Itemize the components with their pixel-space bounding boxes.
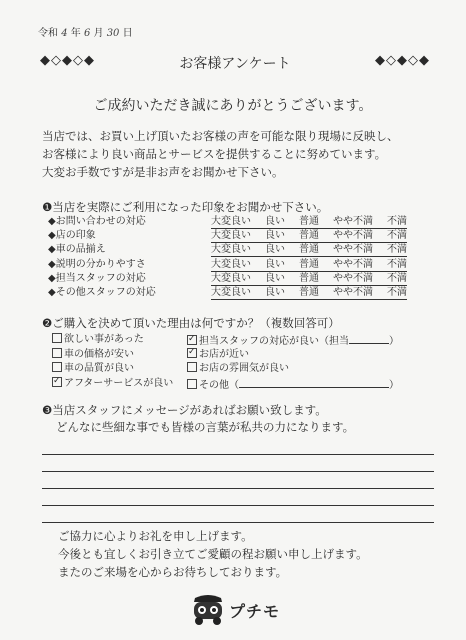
rating-option[interactable]: 良い <box>265 258 285 270</box>
checkbox[interactable] <box>52 348 62 358</box>
reason-row <box>52 377 399 392</box>
rating-option[interactable]: 不満 <box>387 216 407 227</box>
question-1-table <box>48 215 407 300</box>
rating-option[interactable]: 大変良い <box>211 216 251 227</box>
closing-text <box>58 527 368 581</box>
date-year-unit: 年 <box>70 28 81 39</box>
rating-item-label: ◆車の品揃え <box>48 244 106 256</box>
question-2-title: ❷ご購入を決めて頂いた理由は何ですか？（複数回答可） <box>42 316 340 330</box>
message-line[interactable] <box>42 506 434 523</box>
rating-option[interactable]: 良い <box>265 216 285 227</box>
checkbox[interactable] <box>187 362 197 372</box>
rating-option[interactable]: やや不満 <box>333 272 373 284</box>
rating-option[interactable]: 良い <box>265 230 285 242</box>
question-1-title: ❶当店を実際にご利用になった印象をお聞かせ下さい。 <box>42 200 329 214</box>
diamonds-right: ◆◇◆◇◆ <box>374 53 430 68</box>
diamonds-left: ◆◇◆◇◆ <box>40 53 95 68</box>
rating-option[interactable]: 普通 <box>299 258 319 270</box>
rating-option[interactable]: 大変良い <box>211 244 251 256</box>
reason-option[interactable] <box>52 377 187 392</box>
closing-line: またのご来場を心からお待ちしております。 <box>58 565 288 579</box>
message-line[interactable] <box>42 455 434 472</box>
reason-option[interactable] <box>52 333 187 348</box>
reason-suffix: ） <box>389 379 399 391</box>
car-logo-icon <box>191 593 225 627</box>
rating-option[interactable]: 普通 <box>299 244 319 256</box>
title-row <box>40 53 430 73</box>
rating-option[interactable]: 大変良い <box>211 230 251 242</box>
message-line[interactable] <box>42 489 434 506</box>
thanks-message: ご成約いただき誠にありがとうございます。 <box>93 98 373 114</box>
reason-label: 欲しい事があった <box>64 334 144 345</box>
intro-line: 当店では、お買い上げ頂いたお客様の声を可能な限り現場に反映し、 <box>42 129 399 143</box>
reason-label: アフターサービスが良い <box>64 377 174 389</box>
rating-option[interactable]: 大変良い <box>211 272 251 284</box>
rating-item-label: ◆お問い合わせの対応 <box>48 216 146 227</box>
rating-option[interactable]: 不満 <box>387 244 407 256</box>
rating-option[interactable]: 不満 <box>387 258 407 270</box>
rating-row <box>48 229 407 243</box>
rating-option[interactable]: やや不満 <box>333 286 373 298</box>
question-3-title: ❸当店スタッフにメッセージがあればお願い致します。 <box>42 403 327 417</box>
reason-option[interactable] <box>187 362 289 377</box>
closing-line: 今後とも宜しくお引き立てご愛顧の程お願い申し上げます。 <box>58 547 368 561</box>
checkbox[interactable] <box>52 362 62 372</box>
rating-options <box>211 229 407 243</box>
rating-option[interactable]: 普通 <box>299 230 319 242</box>
reason-label: お店が近い <box>199 348 249 360</box>
rating-option[interactable]: 普通 <box>299 272 319 284</box>
message-line[interactable] <box>42 438 434 455</box>
rating-option[interactable]: 大変良い <box>211 258 251 270</box>
reason-label: その他（ <box>199 379 239 391</box>
rating-options <box>211 215 407 229</box>
rating-options <box>211 258 407 272</box>
date-month: 6 <box>83 28 91 39</box>
checkbox-checked[interactable] <box>187 348 197 358</box>
question-2-options <box>52 333 399 391</box>
brand-name: プチモ <box>229 601 281 621</box>
intro-text <box>42 127 399 181</box>
rating-option[interactable]: 不満 <box>387 230 407 242</box>
reason-option[interactable] <box>187 377 399 392</box>
checkbox-checked[interactable] <box>52 377 62 387</box>
reason-row <box>52 362 399 377</box>
reason-label: 車の価格が安い <box>64 348 134 360</box>
rating-options <box>211 272 407 286</box>
rating-options <box>211 243 407 257</box>
rating-item-label: ◆店の印象 <box>48 230 96 242</box>
reason-option[interactable] <box>187 348 249 363</box>
rating-row <box>48 286 407 300</box>
reason-label: 担当スタッフの対応が良い（担当 <box>199 336 349 347</box>
page-title: お客様アンケート <box>179 56 291 72</box>
checkbox[interactable] <box>187 379 197 389</box>
rating-item-label: ◆担当スタッフの対応 <box>48 272 146 284</box>
message-lines[interactable] <box>42 438 434 523</box>
rating-option[interactable]: やや不満 <box>333 216 373 227</box>
question-3 <box>42 402 354 436</box>
reason-row <box>52 333 399 348</box>
message-line[interactable] <box>42 472 434 489</box>
survey-date <box>38 24 133 39</box>
rating-option[interactable]: 良い <box>265 244 285 256</box>
date-day: 30 <box>106 28 120 39</box>
brand-logo <box>191 593 280 627</box>
date-day-unit: 日 <box>122 28 133 39</box>
question-3-subtitle: どんなに些細な事でも皆様の言葉が私共の力になります。 <box>56 420 355 434</box>
date-month-unit: 月 <box>93 28 104 39</box>
reason-label: 車の品質が良い <box>64 363 134 375</box>
staff-name-blank[interactable] <box>349 333 389 344</box>
intro-line: お客様により良い商品とサービスを提供することに努めています。 <box>42 147 387 161</box>
rating-row <box>48 215 407 229</box>
rating-item-label: ◆説明の分かりやすさ <box>48 258 146 270</box>
reason-suffix: ） <box>389 336 399 347</box>
rating-option[interactable]: やや不満 <box>333 244 373 256</box>
rating-option[interactable]: 大変良い <box>211 286 251 298</box>
reason-label: お店の雰囲気が良い <box>199 363 289 375</box>
reason-row <box>52 348 399 363</box>
reason-option[interactable] <box>187 333 399 348</box>
rating-option[interactable]: やや不満 <box>333 230 373 242</box>
rating-option[interactable]: 良い <box>265 286 285 298</box>
rating-option[interactable]: 不満 <box>387 286 407 298</box>
rating-option[interactable]: 普通 <box>299 216 319 227</box>
date-year: 4 <box>61 28 68 39</box>
rating-item-label: ◆その他スタッフの対応 <box>48 286 156 298</box>
rating-row <box>48 243 407 257</box>
rating-row <box>48 272 407 286</box>
rating-option[interactable]: やや不満 <box>333 258 373 270</box>
date-era: 令和 <box>38 28 58 39</box>
rating-option[interactable]: 普通 <box>299 286 319 298</box>
reason-option[interactable] <box>52 362 187 377</box>
rating-option[interactable]: 不満 <box>387 272 407 284</box>
checkbox[interactable] <box>52 333 62 343</box>
rating-row <box>48 258 407 272</box>
rating-option[interactable]: 良い <box>265 272 285 284</box>
checkbox-checked[interactable] <box>187 335 197 345</box>
intro-line: 大変お手数ですが是非お声をお聞かせ下さい。 <box>42 165 284 179</box>
reason-option[interactable] <box>52 348 187 363</box>
rating-options <box>211 286 407 300</box>
other-reason-blank[interactable] <box>239 377 389 388</box>
closing-line: ご協力に心よりお礼を申し上げます。 <box>58 529 253 543</box>
